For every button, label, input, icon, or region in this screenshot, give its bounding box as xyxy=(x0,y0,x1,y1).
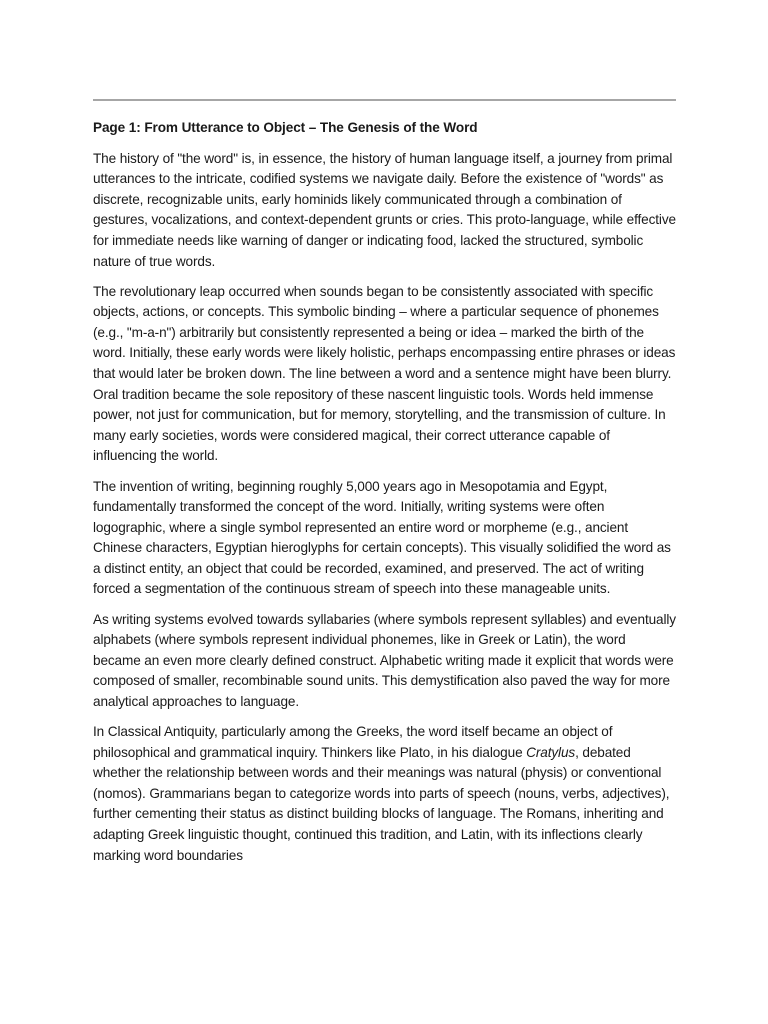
paragraph-5 xyxy=(93,722,676,866)
dialogue-title: Cratylus xyxy=(526,744,576,760)
paragraph-4: As writing systems evolved towards syllabaries (where symbols represent syllables) and eventually alphabets (where symbols represent individual phonemes, like in Greek or Latin), the word became an even more clearly defined construct. Alphabetic writing made it explicit that words were composed of smaller, recombinable sound units. This demystification also paved the way for more analytical approaches to language. xyxy=(93,611,676,709)
paragraph-1: The history of "the word" is, in essence, the history of human language itself, a journey from primal utterances to the intricate, codified systems we navigate daily. Before the existence of "words" as discrete, recognizable units, early hominids likely communicated through a combination of gestures, vocalizations, and context-dependent grunts or cries. This proto-language, while effective for immediate needs like warning of danger or indicating food, lacked the structured, symbolic nature of true words. xyxy=(93,150,676,269)
paragraph-2: The revolutionary leap occurred when sounds began to be consistently associated with specific objects, actions, or concepts. This symbolic binding – where a particular sequence of phonemes (e.g., "m-a-n") arbitrarily but consistently represented a being or idea – marked the birth of the word. Initially, these early words were likely holistic, perhaps encompassing entire phrases or ideas that would later be broken down. The line between a word and a sentence might have been blurry. Oral tradition became the sole repository of these nascent linguistic tools. Words held immense power, not just for communication, but for memory, storytelling, and the transmission of culture. In many early societies, words were considered magical, their correct utterance capable of influencing the world. xyxy=(93,283,676,464)
horizontal-rule xyxy=(93,99,676,101)
paragraph-3: The invention of writing, beginning roughly 5,000 years ago in Mesopotamia and Egypt, fundamentally transformed the concept of the word. Initially, writing systems were often logographic, where a single symbol represented an entire word or morpheme (e.g., ancient Chinese characters, Egyptian hieroglyphs for certain concepts). This visually solidified the word as a distinct entity, an object that could be recorded, examined, and preserved. The act of writing forced a segmentation of the continuous stream of speech into these manageable units. xyxy=(93,478,671,597)
document-page xyxy=(93,99,676,876)
page-heading: Page 1: From Utterance to Object – The Genesis of the Word xyxy=(93,120,478,135)
paragraph-5-text-end: , debated whether the relationship between words and their meanings was natural (physis) or conventional (nomos). Grammarians began to categorize words into parts of speech (nouns, verbs, adjectives), further cementing their status as distinct building blocks of language. The Romans, inheriting and adapting Greek linguistic thought, continued this tradition, and Latin, with its inflections clearly marking word boundaries xyxy=(93,744,670,863)
paragraph-5-text-start: In Classical Antiquity, particularly among the Greeks, the word itself became an object of philosophical and grammatical inquiry. Thinkers like Plato, in his dialogue xyxy=(93,724,613,760)
